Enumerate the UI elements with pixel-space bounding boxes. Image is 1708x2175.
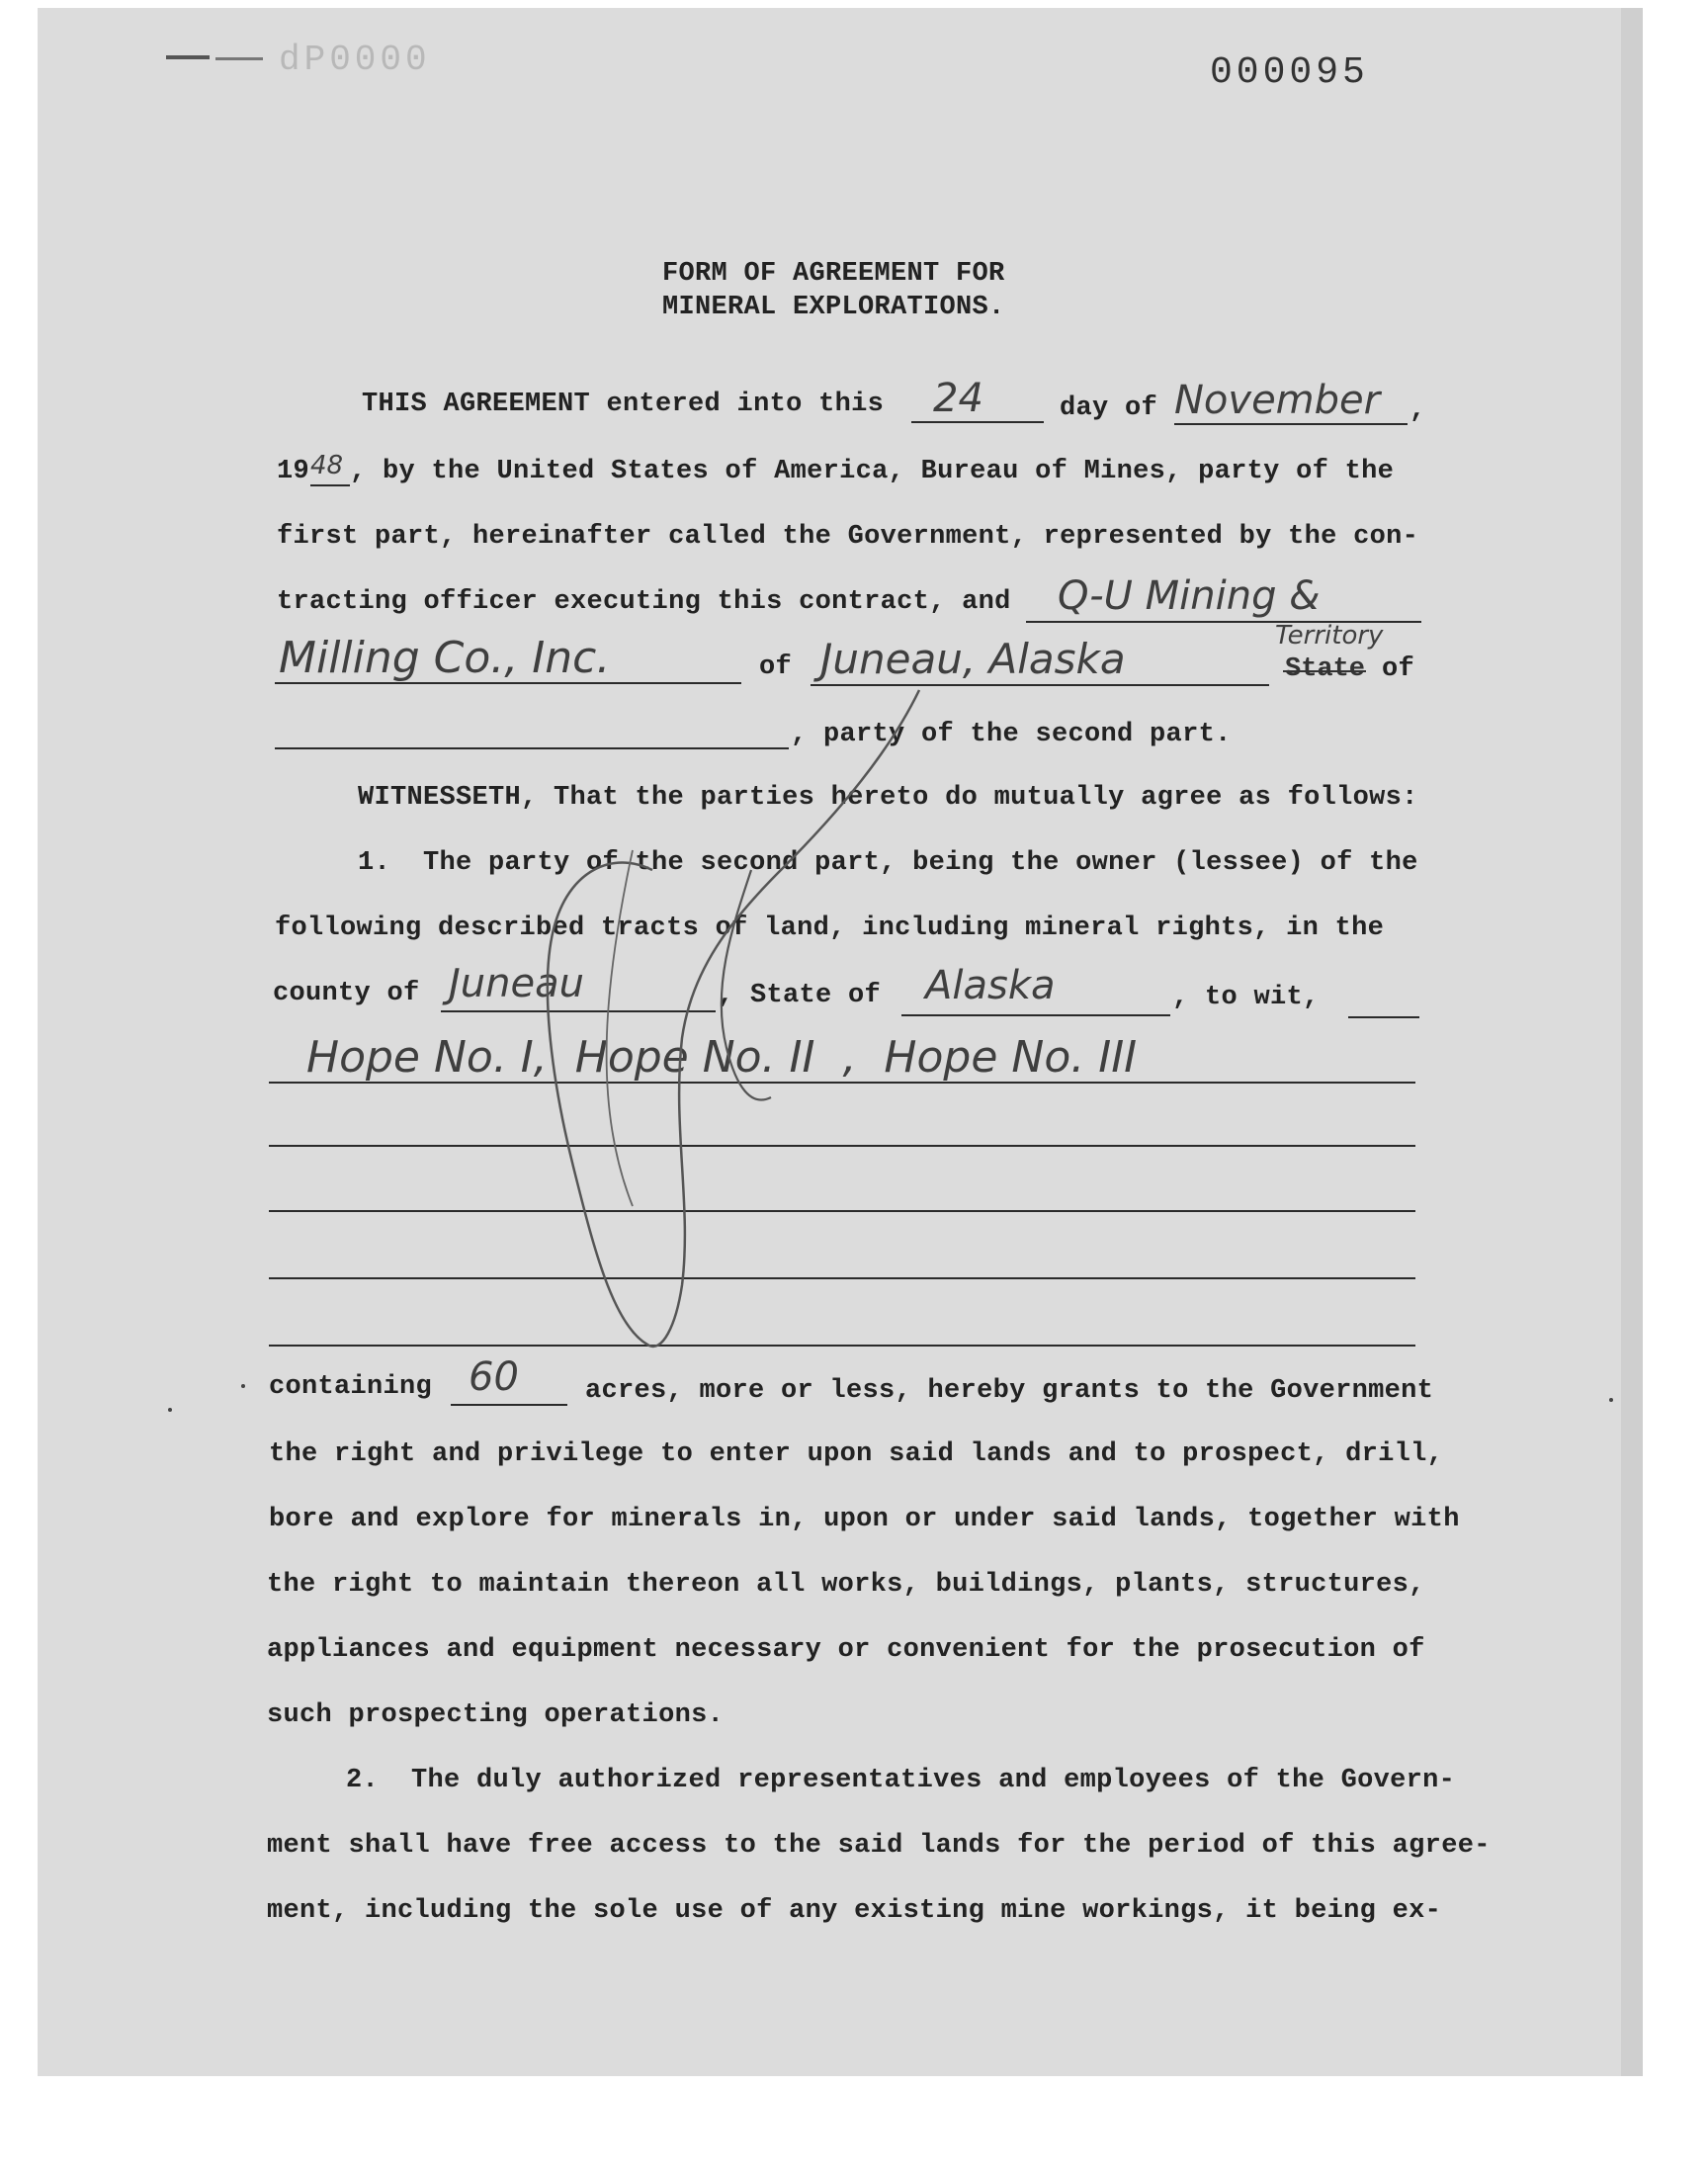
state-handwritten: Alaska: [925, 963, 1056, 1008]
section2-text: ment shall have free access to the said lands for the period of this agree-: [267, 1831, 1491, 1861]
county-handwritten: Juneau: [449, 961, 584, 1006]
day-handwritten: 24: [933, 376, 983, 421]
acres-handwritten: 60: [469, 1354, 519, 1400]
year-handwritten: 48: [310, 451, 344, 480]
title-line-1: FORM OF AGREEMENT FOR: [662, 259, 1005, 289]
section2-text: ment, including the sole use of any existing mine workings, it being ex-: [267, 1896, 1442, 1926]
section1-text: acres, more or less, hereby grants to the Government: [585, 1376, 1434, 1406]
party-name-handwritten: Q-U Mining &: [1058, 573, 1321, 619]
section1-text: , State of: [718, 981, 882, 1010]
state-struck-word: State: [1285, 654, 1366, 684]
preamble-text: 19: [277, 457, 310, 486]
section1-text: appliances and equipment necessary or convenient for the prosecution of: [267, 1635, 1425, 1665]
preamble-text: day of: [1060, 393, 1158, 423]
witnesseth-clause: WITNESSETH, That the parties hereto do mutually agree as follows:: [358, 783, 1418, 813]
paper-speck: [168, 1408, 172, 1412]
preamble-text: , party of the second part.: [791, 720, 1232, 749]
tracts-handwritten: Hope No. I, Hope No. II , Hope No. III: [306, 1032, 1138, 1083]
section1-text: bore and explore for minerals in, upon or under said lands, together with: [269, 1505, 1460, 1534]
faded-stamp-number: dP0000: [279, 40, 431, 80]
preamble-text: THIS AGREEMENT entered into this: [362, 390, 885, 419]
preamble-text: ,: [1409, 395, 1426, 425]
paper-speck: [241, 1384, 245, 1388]
title-line-2: MINERAL EXPLORATIONS.: [662, 293, 1005, 322]
preamble-text: of: [1382, 654, 1415, 684]
city-handwritten: Juneau, Alaska: [820, 635, 1126, 683]
section1-text: the right and privilege to enter upon said lands and to prospect, drill,: [269, 1439, 1444, 1469]
preamble-text: first part, hereinafter called the Government, represented by the con-: [277, 522, 1419, 552]
section1-text: the right to maintain thereon all works, buildings, plants, structures,: [267, 1570, 1425, 1600]
section1-text: 1. The party of the second part, being the owner (lessee) of the: [358, 848, 1418, 878]
paper-speck: [1609, 1398, 1613, 1402]
month-handwritten: November: [1174, 378, 1381, 423]
preamble-text: tracting officer executing this contract, and: [277, 587, 1011, 617]
section1-text: containing: [269, 1372, 433, 1402]
section1-text: such prospecting operations.: [267, 1700, 725, 1730]
party-name-handwritten: Milling Co., Inc.: [279, 633, 611, 683]
section1-text: , to wit,: [1172, 983, 1320, 1012]
section2-text: 2. The duly authorized representatives and employees of the Govern-: [346, 1766, 1456, 1795]
page-number-stamp: 000095: [1210, 51, 1369, 94]
preamble-text: , by the United States of America, Bureau of Mines, party of the: [350, 457, 1395, 486]
section1-text: following described tracts of land, including mineral rights, in the: [275, 914, 1385, 943]
section1-text: county of: [273, 979, 420, 1008]
preamble-text: of: [759, 652, 793, 682]
territory-handwritten-insert: Territory: [1275, 621, 1384, 651]
